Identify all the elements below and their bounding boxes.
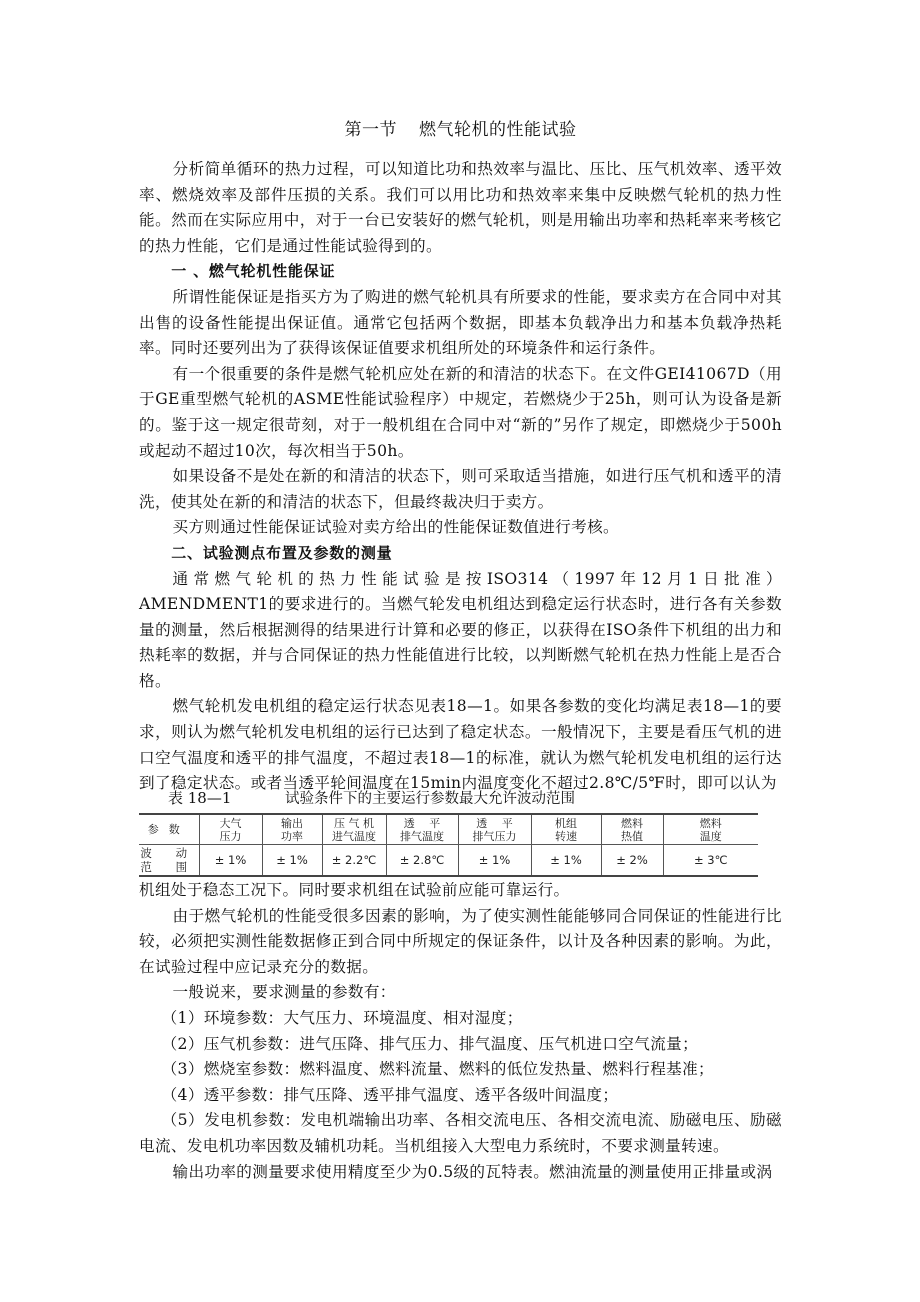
section-title	[139, 115, 782, 140]
value-cell: ± 2.8℃	[386, 845, 458, 877]
header-cell: 燃料 热值	[601, 814, 663, 845]
paragraph-stable-state: 燃气轮机发电机组的稳定运行状态见表18—1。如果各参数的变化均满足表18—1的要求，则认为燃气轮机发电机组的运行已达到了稳定状态。一般情况下，主要是看压气机的进口空气温度和透平的排气温度，不超过表18—1的标准，就认为燃气轮机发电机组的运行达到了稳定状态。或者当透平轮间温度在15min内温度变化不超过2.8℃/5℉时，即可以认为	[139, 697, 782, 793]
heading-measurement-points: 二、试验测点布置及参数的测量	[171, 543, 393, 562]
value-cell: ± 1%	[262, 845, 322, 877]
paragraph-new-clean-condition: 有一个很重要的条件是燃气轮机应处在新的和清洁的状态下。在文件GEI41067D（用于GE重型燃气轮机的ASME性能试验程序）中规定，若燃烧少于25h，则可认为设备是新的。鉴于这一规定很苛刻，对于一般机组在合同中对“新的”另作了规定，即燃烧少于500h或起动不超过10次，每次相当于50h。	[139, 364, 782, 460]
body-text-upper	[139, 157, 782, 797]
body-text-lower	[139, 878, 782, 1185]
header-cell: 输出 功率	[262, 814, 322, 845]
paragraph-guarantee-definition: 所谓性能保证是指买方为了购进的燃气轮机具有所要求的性能，要求卖方在合同中对其出售的设备性能提出保证值。通常它包括两个数据，即基本负载净出力和基本负载净热耗率。同时还要列出为了获得该保证值要求机组所处的环境条件和运行条件。	[139, 287, 782, 358]
header-cell-parameter: 参数	[139, 814, 199, 845]
value-cell: ± 1%	[458, 845, 531, 877]
paragraph-cleaning: 如果设备不是处在新的和清洁的状态下，则可采取适当措施，如进行压气机和透平的清洗，使其处在新的和清洁的状态下，但最终裁决归于卖方。	[139, 467, 782, 511]
header-cell: 压 气 机 进气温度	[322, 814, 386, 845]
paragraph-continuation: 机组处于稳态工况下。同时要求机组在试验前应能可靠运行。	[139, 881, 570, 899]
list-item-combustor: （3）燃烧室参数：燃料温度、燃料流量、燃料的低位发热量、燃料行程基准；	[161, 1060, 714, 1079]
header-cell: 大气 压力	[199, 814, 262, 845]
table-title: 试验条件下的主要运行参数最大允许波动范围	[285, 791, 575, 807]
table-number: 表 18—1	[168, 789, 232, 807]
paragraph-iso-standard: 通常燃气轮机的热力性能试验是按ISO314（1997年12月1日批准）AMENDMENT1的要求进行的。当燃气轮发电机组达到稳定运行状态时，进行各有关参数量的测量，然后根据测得的结果进行计算和必要的修正，以获得在ISO条件下机组的出力和热耗率的数据，并与合同保证的热力性能值进行比较，以判断燃气轮机在热力性能上是否合格。	[139, 569, 782, 690]
heading-performance-guarantee: 一 、燃气轮机性能保证	[171, 262, 336, 281]
list-item-turbine: （4）透平参数：排气压降、透平排气温度、透平各级叶间温度；	[161, 1085, 619, 1104]
paragraph-correction: 由于燃气轮机的性能受很多因素的影响，为了使实测性能能够同合同保证的性能进行比较，必须把实测性能数据修正到合同中所规定的保证条件，以计及各种因素的影响。为此，在试验过程中应记录充分的数据。	[139, 906, 782, 976]
list-item-compressor: （2）压气机参数：进气压降、排气压力、排气温度、压气机进口空气流量；	[161, 1034, 699, 1053]
section-number: 第一节	[344, 120, 397, 140]
value-cell: ± 2%	[601, 845, 663, 877]
header-cell: 燃料 温度	[663, 814, 758, 845]
value-cell: ± 1%	[531, 845, 601, 877]
row-label-fluctuation-range: 波 动 范 围	[140, 846, 198, 874]
paragraph-parameters-intro: 一般说来，要求测量的参数有：	[172, 983, 396, 1002]
table-header-row	[139, 814, 758, 845]
paragraph-buyer-check: 买方则通过性能保证试验对卖方给出的性能保证数值进行考核。	[172, 518, 619, 537]
fluctuation-table	[139, 813, 758, 877]
header-cell: 透 平 排气压力	[458, 814, 531, 845]
section-name: 燃气轮机的性能试验	[419, 120, 577, 140]
list-item-environment: （1）环境参数：大气压力、环境温度、相对湿度；	[161, 1008, 523, 1027]
value-cell: ± 2.2℃	[322, 845, 386, 877]
value-cell: ± 3℃	[663, 845, 758, 877]
table-data-row	[139, 845, 758, 877]
paragraph-power-measurement: 输出功率的测量要求使用精度至少为0.5级的瓦特表。燃油流量的测量使用正排量或涡	[172, 1162, 773, 1181]
list-item-generator: （5）发电机参数：发电机端输出功率、各相交流电压、各相交流电流、励磁电压、励磁电流、发电机功率因数及辅机功耗。当机组接入大型电力系统时，不要求测量转速。	[139, 1111, 782, 1155]
value-cell: ± 1%	[199, 845, 262, 877]
header-cell: 机组 转速	[531, 814, 601, 845]
header-cell: 透 平 排气温度	[386, 814, 458, 845]
paragraph-intro: 分析简单循环的热力过程，可以知道比功和热效率与温比、压比、压气机效率、透平效率、燃烧效率及部件压损的关系。我们可以用比功和热效率来集中反映燃气轮机的热力性能。然而在实际应用中，对于一台已安装好的燃气轮机，则是用输出功率和热耗率来考核它的热力性能，它们是通过性能试验得到的。	[139, 160, 782, 255]
